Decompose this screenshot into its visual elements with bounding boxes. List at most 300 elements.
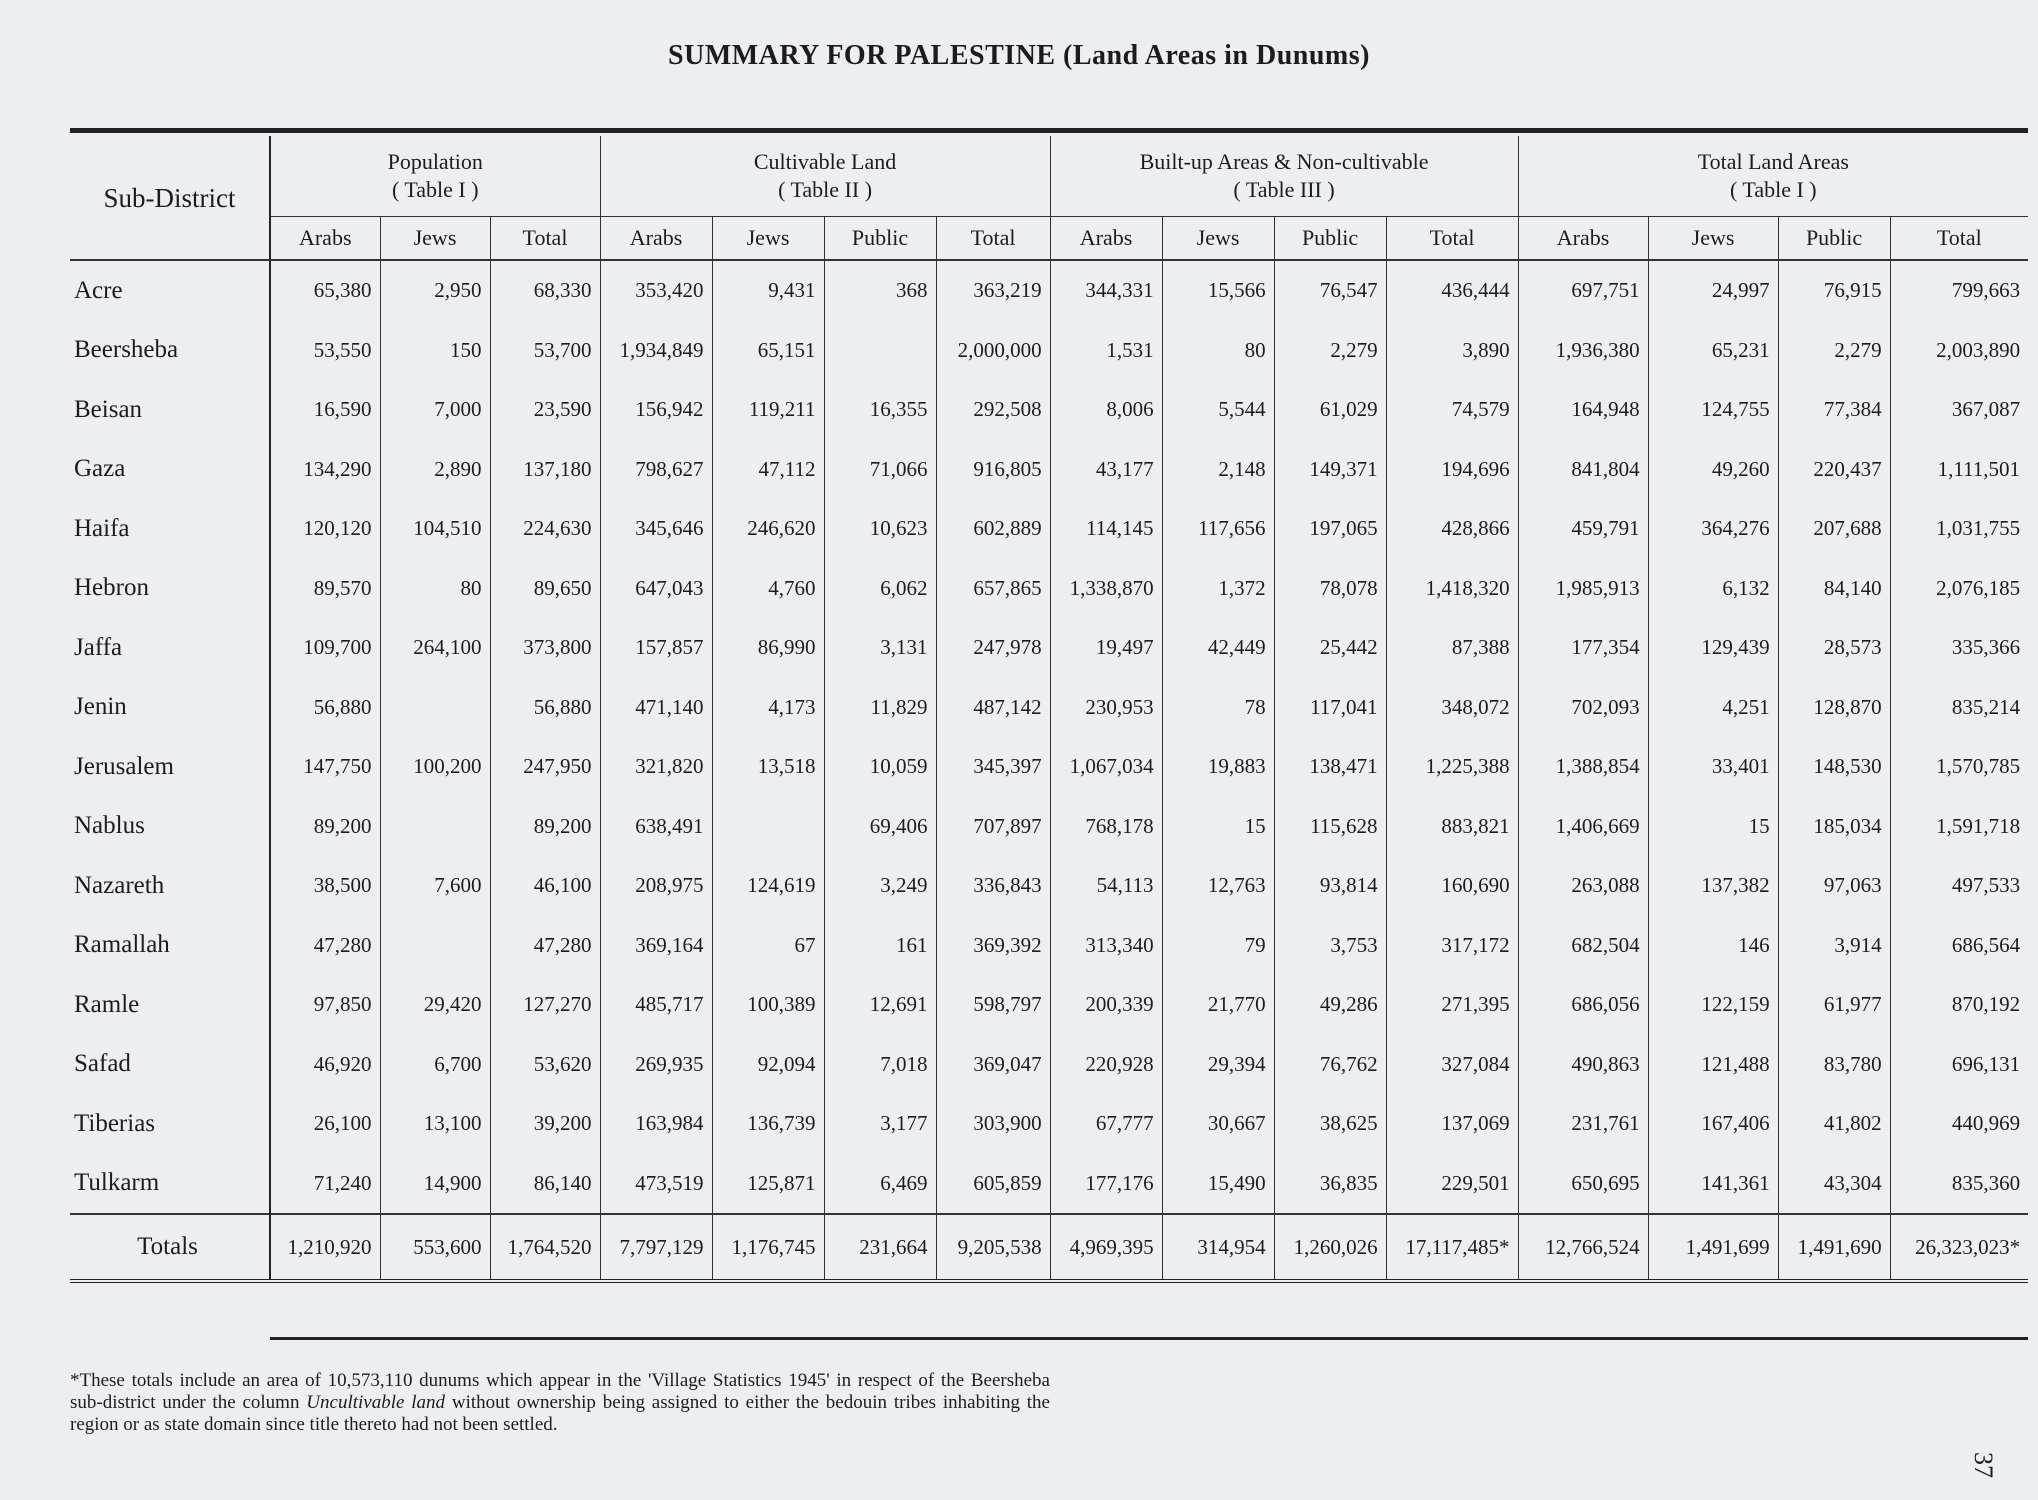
table-cell: 487,142 xyxy=(936,678,1050,738)
table-cell: 1,418,320 xyxy=(1386,559,1518,619)
group-table-ref: ( Table I ) xyxy=(1730,177,1817,202)
table-cell: 93,814 xyxy=(1274,856,1386,916)
table-cell: 146 xyxy=(1648,916,1778,976)
table-cell: 124,755 xyxy=(1648,380,1778,440)
table-cell: 80 xyxy=(380,559,490,619)
table-cell: 137,180 xyxy=(490,440,600,500)
table-cell: 7,600 xyxy=(380,856,490,916)
table-cell: 7,018 xyxy=(824,1035,936,1095)
table-cell: 15,566 xyxy=(1162,260,1274,321)
table-cell: 373,800 xyxy=(490,618,600,678)
table-cell: 29,394 xyxy=(1162,1035,1274,1095)
col-header-arabs: Arabs xyxy=(270,217,380,261)
table-cell: 1,591,718 xyxy=(1890,797,2028,857)
table-cell: 4,173 xyxy=(712,678,824,738)
table-cell: 117,656 xyxy=(1162,499,1274,559)
table-cell: 2,000,000 xyxy=(936,321,1050,381)
table-cell: 177,354 xyxy=(1518,618,1648,678)
table-cell: 12,691 xyxy=(824,975,936,1035)
footnote xyxy=(70,1370,1050,1436)
col-header-public: Public xyxy=(1274,217,1386,261)
totals-cell: 231,664 xyxy=(824,1214,936,1281)
table-cell xyxy=(824,321,936,381)
table-row xyxy=(70,321,2028,381)
table-cell: 473,519 xyxy=(600,1154,712,1215)
table-cell: 15 xyxy=(1648,797,1778,857)
table-cell: 137,069 xyxy=(1386,1094,1518,1154)
table-cell: 68,330 xyxy=(490,260,600,321)
table-cell: 97,063 xyxy=(1778,856,1890,916)
table-body xyxy=(70,260,2028,1281)
table-cell: 696,131 xyxy=(1890,1035,2028,1095)
table-cell: 14,900 xyxy=(380,1154,490,1215)
group-title: Built-up Areas & Non-cultivable xyxy=(1139,149,1429,174)
table-cell: 682,504 xyxy=(1518,916,1648,976)
table-cell: 46,100 xyxy=(490,856,600,916)
table-cell: 263,088 xyxy=(1518,856,1648,916)
table-cell: 97,850 xyxy=(270,975,380,1035)
table-cell: 2,890 xyxy=(380,440,490,500)
totals-cell: 26,323,023* xyxy=(1890,1214,2028,1281)
table-cell: 53,620 xyxy=(490,1035,600,1095)
builtup-group-header xyxy=(1050,136,1518,217)
table-cell: 9,431 xyxy=(712,260,824,321)
table-cell: 47,280 xyxy=(270,916,380,976)
table-cell: 43,177 xyxy=(1050,440,1162,500)
table-cell: 638,491 xyxy=(600,797,712,857)
table-cell: 369,392 xyxy=(936,916,1050,976)
totals-cell: 1,260,026 xyxy=(1274,1214,1386,1281)
table-cell: 224,630 xyxy=(490,499,600,559)
subdistrict-name: Tiberias xyxy=(74,1109,156,1137)
table-cell: 29,420 xyxy=(380,975,490,1035)
table-cell: 67,777 xyxy=(1050,1094,1162,1154)
table-cell: 89,200 xyxy=(270,797,380,857)
table-cell: 83,780 xyxy=(1778,1035,1890,1095)
summary-table xyxy=(70,136,2028,1283)
table-cell: 1,985,913 xyxy=(1518,559,1648,619)
table-cell: 89,650 xyxy=(490,559,600,619)
totals-cell: 1,764,520 xyxy=(490,1214,600,1281)
table-cell: 67 xyxy=(712,916,824,976)
table-cell: 16,355 xyxy=(824,380,936,440)
table-cell: 230,953 xyxy=(1050,678,1162,738)
table-cell: 19,883 xyxy=(1162,737,1274,797)
table-row xyxy=(70,380,2028,440)
table-cell: 335,366 xyxy=(1890,618,2028,678)
table-cell: 231,761 xyxy=(1518,1094,1648,1154)
table-row xyxy=(70,499,2028,559)
table-cell: 707,897 xyxy=(936,797,1050,857)
table-cell: 3,914 xyxy=(1778,916,1890,976)
table-cell: 122,159 xyxy=(1648,975,1778,1035)
table-cell: 697,751 xyxy=(1518,260,1648,321)
table-row xyxy=(70,1094,2028,1154)
subdistrict-name: Beisan xyxy=(74,395,143,423)
subdistrict-name: Jenin xyxy=(74,693,127,721)
totals-row xyxy=(70,1214,2028,1281)
subheader-row xyxy=(70,217,2028,261)
table-cell: 80 xyxy=(1162,321,1274,381)
table-cell: 148,530 xyxy=(1778,737,1890,797)
table-cell: 436,444 xyxy=(1386,260,1518,321)
table-cell: 42,449 xyxy=(1162,618,1274,678)
table-cell: 77,384 xyxy=(1778,380,1890,440)
subdistrict-name: Ramallah xyxy=(74,931,170,959)
table-cell xyxy=(712,797,824,857)
table-cell xyxy=(380,678,490,738)
footnote-column-name: Uncultivable land xyxy=(306,1392,446,1413)
col-header-arabs: Arabs xyxy=(1050,217,1162,261)
table-cell: 129,439 xyxy=(1648,618,1778,678)
table-cell: 21,770 xyxy=(1162,975,1274,1035)
col-header-public: Public xyxy=(824,217,936,261)
table-cell: 56,880 xyxy=(490,678,600,738)
table-cell: 11,829 xyxy=(824,678,936,738)
table-cell: 1,372 xyxy=(1162,559,1274,619)
table-cell: 327,084 xyxy=(1386,1035,1518,1095)
table-cell: 229,501 xyxy=(1386,1154,1518,1215)
table-cell: 30,667 xyxy=(1162,1094,1274,1154)
table-cell: 2,279 xyxy=(1778,321,1890,381)
table-cell: 39,200 xyxy=(490,1094,600,1154)
table-cell: 8,006 xyxy=(1050,380,1162,440)
table-cell: 150 xyxy=(380,321,490,381)
table-cell: 353,420 xyxy=(600,260,712,321)
table-cell: 137,382 xyxy=(1648,856,1778,916)
table-cell: 61,029 xyxy=(1274,380,1386,440)
table-cell: 6,132 xyxy=(1648,559,1778,619)
totals-cell: 12,766,524 xyxy=(1518,1214,1648,1281)
table-cell: 841,804 xyxy=(1518,440,1648,500)
cultivable-group-header xyxy=(600,136,1050,217)
table-cell: 799,663 xyxy=(1890,260,2028,321)
table-cell: 3,890 xyxy=(1386,321,1518,381)
table-cell: 65,231 xyxy=(1648,321,1778,381)
table-cell: 271,395 xyxy=(1386,975,1518,1035)
table-row xyxy=(70,916,2028,976)
table-cell: 23,590 xyxy=(490,380,600,440)
table-cell: 220,928 xyxy=(1050,1035,1162,1095)
table-cell: 303,900 xyxy=(936,1094,1050,1154)
totals-label: Totals xyxy=(70,1214,270,1281)
col-header-jews: Jews xyxy=(380,217,490,261)
table-cell: 41,802 xyxy=(1778,1094,1890,1154)
table-cell: 86,140 xyxy=(490,1154,600,1215)
subdistrict-name: Hebron xyxy=(74,574,149,602)
table-cell: 602,889 xyxy=(936,499,1050,559)
totals-cell: 9,205,538 xyxy=(936,1214,1050,1281)
table-cell: 3,131 xyxy=(824,618,936,678)
totals-cell: 17,117,485* xyxy=(1386,1214,1518,1281)
table-cell: 1,338,870 xyxy=(1050,559,1162,619)
col-header-jews: Jews xyxy=(1648,217,1778,261)
table-cell: 54,113 xyxy=(1050,856,1162,916)
table-cell: 84,140 xyxy=(1778,559,1890,619)
table-cell: 369,047 xyxy=(936,1035,1050,1095)
table-cell: 147,750 xyxy=(270,737,380,797)
table-cell: 292,508 xyxy=(936,380,1050,440)
table-cell: 109,700 xyxy=(270,618,380,678)
table-cell: 38,625 xyxy=(1274,1094,1386,1154)
table-cell: 317,172 xyxy=(1386,916,1518,976)
table-cell: 36,835 xyxy=(1274,1154,1386,1215)
table-cell: 76,762 xyxy=(1274,1035,1386,1095)
totals-cell: 1,210,920 xyxy=(270,1214,380,1281)
table-cell: 220,437 xyxy=(1778,440,1890,500)
table-cell: 428,866 xyxy=(1386,499,1518,559)
subdistrict-name: Nazareth xyxy=(74,871,165,899)
table-cell: 15,490 xyxy=(1162,1154,1274,1215)
page-title: SUMMARY FOR PALESTINE (Land Areas in Dunums) xyxy=(668,40,1370,71)
table-cell: 104,510 xyxy=(380,499,490,559)
table-cell: 100,200 xyxy=(380,737,490,797)
table-cell: 1,225,388 xyxy=(1386,737,1518,797)
subdistrict-name: Gaza xyxy=(74,455,126,483)
table-cell: 13,518 xyxy=(712,737,824,797)
table-cell: 167,406 xyxy=(1648,1094,1778,1154)
table-cell: 207,688 xyxy=(1778,499,1890,559)
table-cell: 164,948 xyxy=(1518,380,1648,440)
population-group-header xyxy=(270,136,600,217)
col-header-arabs: Arabs xyxy=(1518,217,1648,261)
table-cell: 3,753 xyxy=(1274,916,1386,976)
table-cell: 69,406 xyxy=(824,797,936,857)
table-cell: 163,984 xyxy=(600,1094,712,1154)
table-cell: 120,120 xyxy=(270,499,380,559)
table-cell: 345,397 xyxy=(936,737,1050,797)
col-header-arabs: Arabs xyxy=(600,217,712,261)
table-cell: 1,531 xyxy=(1050,321,1162,381)
table-row xyxy=(70,975,2028,1035)
table-cell: 321,820 xyxy=(600,737,712,797)
group-table-ref: ( Table III ) xyxy=(1233,177,1335,202)
table-cell: 364,276 xyxy=(1648,499,1778,559)
table-cell: 3,177 xyxy=(824,1094,936,1154)
table-cell: 53,550 xyxy=(270,321,380,381)
table-cell: 883,821 xyxy=(1386,797,1518,857)
footnote-text-end: without ownership being assigned to either the bedouin tribes inhabiting the region or as state domain since title thereto had not been settled. xyxy=(70,1392,1050,1435)
table-cell: 2,076,185 xyxy=(1890,559,2028,619)
table-cell: 100,389 xyxy=(712,975,824,1035)
table-cell: 74,579 xyxy=(1386,380,1518,440)
table-cell: 1,406,669 xyxy=(1518,797,1648,857)
table-cell: 86,990 xyxy=(712,618,824,678)
table-cell: 121,488 xyxy=(1648,1035,1778,1095)
totals-cell: 1,491,699 xyxy=(1648,1214,1778,1281)
subdistrict-name: Jerusalem xyxy=(74,752,174,780)
group-table-ref: ( Table I ) xyxy=(391,177,479,202)
table-cell: 369,164 xyxy=(600,916,712,976)
table-cell: 367,087 xyxy=(1890,380,2028,440)
col-header-total: Total xyxy=(1890,217,2028,261)
table-cell: 156,942 xyxy=(600,380,712,440)
table-cell: 141,361 xyxy=(1648,1154,1778,1215)
group-title: Total Land Areas xyxy=(1697,149,1849,174)
table-cell: 6,469 xyxy=(824,1154,936,1215)
table-cell: 870,192 xyxy=(1890,975,2028,1035)
table-cell: 47,280 xyxy=(490,916,600,976)
subdistrict-name: Tulkarm xyxy=(74,1169,160,1197)
table-cell: 89,200 xyxy=(490,797,600,857)
table-cell: 89,570 xyxy=(270,559,380,619)
table-cell: 185,034 xyxy=(1778,797,1890,857)
page-number: 37 xyxy=(1969,1452,1998,1478)
table-cell: 702,093 xyxy=(1518,678,1648,738)
table-cell: 157,857 xyxy=(600,618,712,678)
table-bottom-rule xyxy=(270,1337,2028,1340)
table-cell: 78 xyxy=(1162,678,1274,738)
table-cell: 459,791 xyxy=(1518,499,1648,559)
table-row xyxy=(70,797,2028,857)
subdistrict-name: Nablus xyxy=(74,812,145,840)
table-cell: 10,623 xyxy=(824,499,936,559)
table-cell: 1,067,034 xyxy=(1050,737,1162,797)
table-cell: 497,533 xyxy=(1890,856,2028,916)
col-header-public: Public xyxy=(1778,217,1890,261)
table-cell: 344,331 xyxy=(1050,260,1162,321)
table-cell: 47,112 xyxy=(712,440,824,500)
table-cell: 65,151 xyxy=(712,321,824,381)
table-cell: 149,371 xyxy=(1274,440,1386,500)
table-cell: 26,100 xyxy=(270,1094,380,1154)
subdistrict-name: Ramle xyxy=(74,990,140,1018)
table-row xyxy=(70,440,2028,500)
table-cell: 160,690 xyxy=(1386,856,1518,916)
table-cell: 4,760 xyxy=(712,559,824,619)
table-cell: 71,066 xyxy=(824,440,936,500)
table-header xyxy=(70,136,2028,260)
subdistrict-name: Jaffa xyxy=(74,633,123,661)
table-cell: 916,805 xyxy=(936,440,1050,500)
table-cell: 24,997 xyxy=(1648,260,1778,321)
table-cell xyxy=(380,797,490,857)
table-cell: 197,065 xyxy=(1274,499,1386,559)
table-cell: 686,056 xyxy=(1518,975,1648,1035)
table-cell: 1,936,380 xyxy=(1518,321,1648,381)
col-header-total: Total xyxy=(1386,217,1518,261)
totals-cell: 314,954 xyxy=(1162,1214,1274,1281)
table-cell: 16,590 xyxy=(270,380,380,440)
table-cell: 71,240 xyxy=(270,1154,380,1215)
table-cell: 177,176 xyxy=(1050,1154,1162,1215)
table-cell: 56,880 xyxy=(270,678,380,738)
table-cell: 2,148 xyxy=(1162,440,1274,500)
table-cell: 43,304 xyxy=(1778,1154,1890,1215)
col-header-total: Total xyxy=(936,217,1050,261)
table-cell: 264,100 xyxy=(380,618,490,678)
table-cell: 471,140 xyxy=(600,678,712,738)
table-cell: 194,696 xyxy=(1386,440,1518,500)
table-cell: 313,340 xyxy=(1050,916,1162,976)
table-cell: 798,627 xyxy=(600,440,712,500)
table-cell: 115,628 xyxy=(1274,797,1386,857)
table-cell: 78,078 xyxy=(1274,559,1386,619)
table-cell: 598,797 xyxy=(936,975,1050,1035)
table-cell: 336,843 xyxy=(936,856,1050,916)
table-cell: 76,547 xyxy=(1274,260,1386,321)
table-row xyxy=(70,260,2028,321)
table-row xyxy=(70,1035,2028,1095)
table-cell: 49,260 xyxy=(1648,440,1778,500)
subdistrict-name: Haifa xyxy=(74,514,130,542)
table-cell: 10,059 xyxy=(824,737,936,797)
totals-cell: 4,969,395 xyxy=(1050,1214,1162,1281)
table-cell: 1,111,501 xyxy=(1890,440,2028,500)
totals-cell: 553,600 xyxy=(380,1214,490,1281)
table-cell: 2,003,890 xyxy=(1890,321,2028,381)
table-cell: 348,072 xyxy=(1386,678,1518,738)
table-cell: 114,145 xyxy=(1050,499,1162,559)
table-cell: 127,270 xyxy=(490,975,600,1035)
group-table-ref: ( Table II ) xyxy=(778,177,873,202)
table-cell: 46,920 xyxy=(270,1035,380,1095)
table-cell: 208,975 xyxy=(600,856,712,916)
table-cell: 2,279 xyxy=(1274,321,1386,381)
table-cell: 53,700 xyxy=(490,321,600,381)
table-top-rule xyxy=(70,128,2028,133)
col-header-jews: Jews xyxy=(712,217,824,261)
table-cell: 6,700 xyxy=(380,1035,490,1095)
col-header-total: Total xyxy=(490,217,600,261)
table-cell: 247,978 xyxy=(936,618,1050,678)
table-cell: 124,619 xyxy=(712,856,824,916)
subdistrict-header: Sub-District xyxy=(70,136,270,260)
table-cell: 835,214 xyxy=(1890,678,2028,738)
group-title: Population xyxy=(387,149,483,174)
table-cell: 5,544 xyxy=(1162,380,1274,440)
table-cell: 2,950 xyxy=(380,260,490,321)
totals-cell: 1,491,690 xyxy=(1778,1214,1890,1281)
table-cell: 4,251 xyxy=(1648,678,1778,738)
table-row xyxy=(70,618,2028,678)
table-cell: 485,717 xyxy=(600,975,712,1035)
table-cell: 3,249 xyxy=(824,856,936,916)
table-cell: 161 xyxy=(824,916,936,976)
totals-cell: 1,176,745 xyxy=(712,1214,824,1281)
table-cell: 200,339 xyxy=(1050,975,1162,1035)
table-cell: 768,178 xyxy=(1050,797,1162,857)
subdistrict-name: Safad xyxy=(74,1050,131,1078)
table-cell: 33,401 xyxy=(1648,737,1778,797)
table-cell: 49,286 xyxy=(1274,975,1386,1035)
table-cell: 15 xyxy=(1162,797,1274,857)
table-cell: 25,442 xyxy=(1274,618,1386,678)
table-cell: 605,859 xyxy=(936,1154,1050,1215)
table-cell: 13,100 xyxy=(380,1094,490,1154)
table-cell: 128,870 xyxy=(1778,678,1890,738)
table-cell: 12,763 xyxy=(1162,856,1274,916)
table-cell: 79 xyxy=(1162,916,1274,976)
table-cell: 138,471 xyxy=(1274,737,1386,797)
subdistrict-name: Acre xyxy=(74,276,123,304)
table-cell: 61,977 xyxy=(1778,975,1890,1035)
table-row xyxy=(70,678,2028,738)
table-cell: 117,041 xyxy=(1274,678,1386,738)
table-cell: 92,094 xyxy=(712,1035,824,1095)
table-cell: 247,950 xyxy=(490,737,600,797)
table-cell: 647,043 xyxy=(600,559,712,619)
table-row xyxy=(70,559,2028,619)
col-header-jews: Jews xyxy=(1162,217,1274,261)
table-cell: 136,739 xyxy=(712,1094,824,1154)
table-cell: 76,915 xyxy=(1778,260,1890,321)
table-cell: 1,934,849 xyxy=(600,321,712,381)
footnote-text: *These totals include an area of 10,573,110 dunums which appear in the 'Village Statistics 1945' in respect of the Beersheba sub-district under the column xyxy=(70,1370,1050,1413)
table-cell: 368 xyxy=(824,260,936,321)
table-cell: 28,573 xyxy=(1778,618,1890,678)
table-cell: 7,000 xyxy=(380,380,490,440)
